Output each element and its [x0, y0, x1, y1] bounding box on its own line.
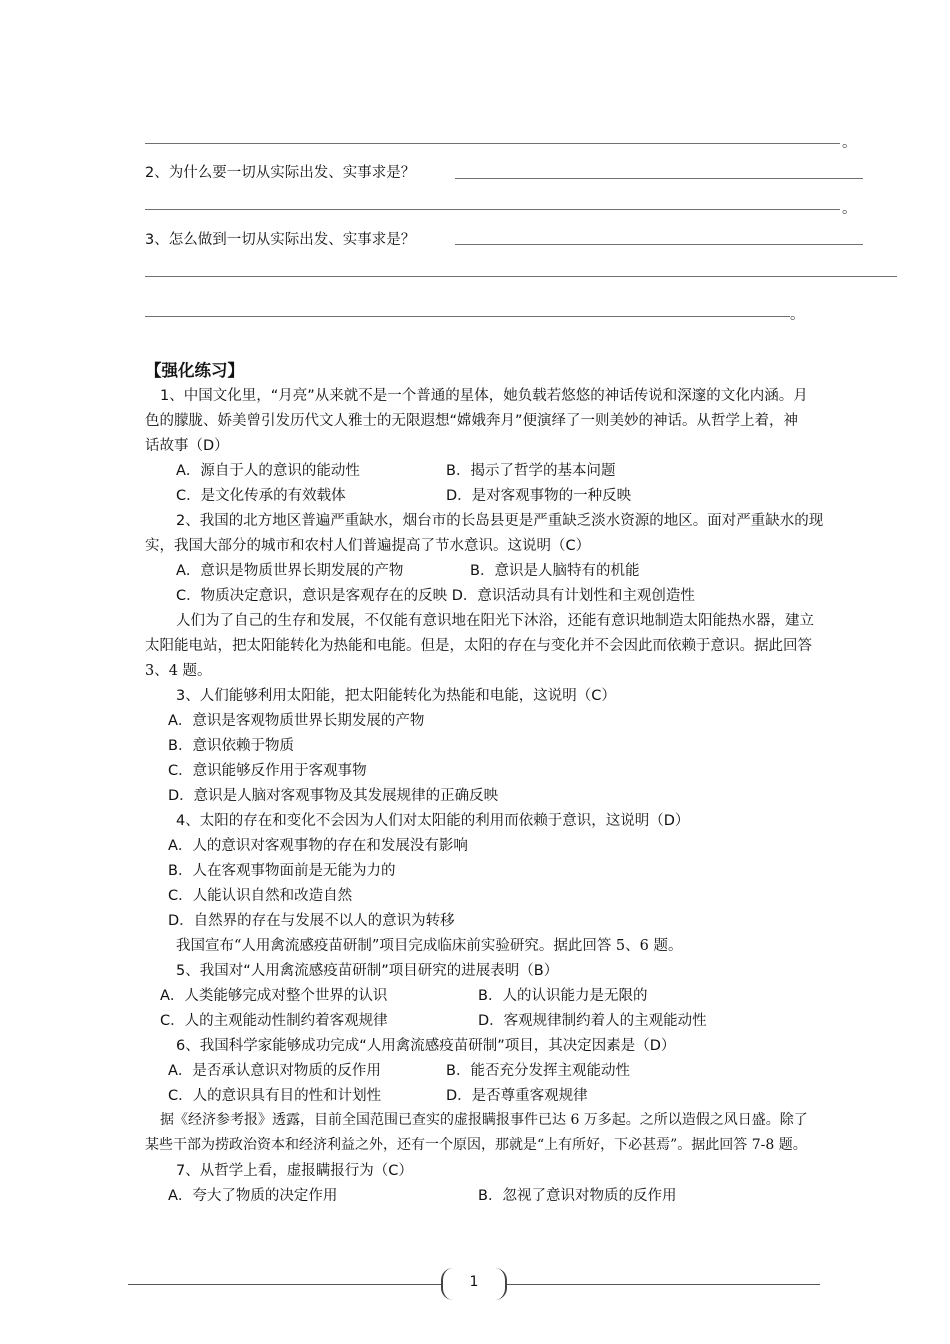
q3-option-d[interactable]: D．意识是人脑对客观事物及其发展规律的正确反映 — [168, 788, 499, 804]
material-paragraph-line: 我国宣布“人用禽流感疫苗研制”项目完成临床前实验研究。据此回答 5、6 题。 — [176, 938, 683, 954]
q3-option-b[interactable]: B．意识依赖于物质 — [168, 738, 294, 754]
footer-rule-left — [128, 1284, 441, 1285]
q6-option-d[interactable]: D．是否尊重客观规律 — [446, 1088, 588, 1104]
q2-stem-line: 实，我国大部分的城市和农村人们普遍提高了节水意识。这说明（C） — [145, 538, 591, 554]
q1-stem-line: 话故事（D） — [145, 438, 229, 454]
sentence-end-period: 。 — [842, 135, 857, 151]
q1-stem-line: 1、中国文化里，“月亮”从来就不是一个普通的星体，她负载若悠悠的神话传说和深邃的文化内涵。月 — [160, 388, 808, 404]
sentence-end-period: 。 — [790, 307, 805, 323]
q1-option-d[interactable]: D．是对客观事物的一种反映 — [446, 488, 632, 504]
q4-option-c[interactable]: C．人能认识自然和改造自然 — [168, 888, 353, 904]
q3-option-c[interactable]: C．意识能够反作用于客观事物 — [168, 763, 367, 779]
material-paragraph-line: 太阳能电站，把太阳能转化为热能和电能。但是，太阳的存在与变化并不会因此而依赖于意识。据此回答 — [145, 638, 812, 654]
q2-stem-line: 2、我国的北方地区普遍严重缺水，烟台市的长岛县更是严重缺乏淡水资源的地区。面对严重缺水的现 — [176, 513, 824, 529]
q7-stem: 7、从哲学上看，虚报瞒报行为（C） — [176, 1163, 413, 1179]
q6-option-a[interactable]: A．是否承认意识对物质的反作用 — [168, 1063, 381, 1079]
answer-blank-line[interactable] — [145, 209, 840, 210]
q1-option-b[interactable]: B．揭示了哲学的基本问题 — [446, 463, 616, 479]
q1-option-a[interactable]: A．源自于人的意识的能动性 — [176, 463, 360, 479]
sentence-end-period: 。 — [842, 201, 857, 217]
q2-option-a[interactable]: A．意识是物质世界长期发展的产物 — [176, 563, 404, 579]
q2-options-cd[interactable]: C．物质决定意识，意识是客观存在的反映 D．意识活动具有计划性和主观创造性 — [176, 588, 695, 604]
q4-option-d[interactable]: D．自然界的存在与发展不以人的意识为转移 — [168, 913, 455, 929]
answer-blank-line[interactable] — [145, 276, 897, 277]
section-heading: 【强化练习】 — [145, 361, 244, 380]
q3-option-a[interactable]: A．意识是客观物质世界长期发展的产物 — [168, 713, 425, 729]
q4-stem: 4、太阳的存在和变化不会因为人们对太阳能的利用而依赖于意识，这说明（D） — [176, 813, 690, 829]
q6-option-c[interactable]: C．人的意识具有目的性和计划性 — [168, 1088, 382, 1104]
q1-option-c[interactable]: C．是文化传承的有效载体 — [176, 488, 346, 504]
q2-option-b[interactable]: B．意识是人脑特有的机能 — [470, 563, 640, 579]
q6-stem: 6、我国科学家能够成功完成“人用禽流感疫苗研制”项目，其决定因素是（D） — [176, 1038, 676, 1054]
answer-blank-line[interactable] — [145, 143, 840, 144]
material-paragraph-line: 据《经济参考报》透露，目前全国范围已查实的虚报瞒报事件已达 6 万多起。之所以造假之风日盛。除了 — [160, 1112, 808, 1128]
q4-option-b[interactable]: B．人在客观事物面前是无能为力的 — [168, 863, 396, 879]
q5-option-a[interactable]: A．人类能够完成对整个世界的认识 — [160, 988, 388, 1004]
q4-option-a[interactable]: A．人的意识对客观事物的存在和发展没有影响 — [168, 838, 468, 854]
q5-option-b[interactable]: B．人的认识能力是无限的 — [478, 988, 648, 1004]
question-2-prompt: 2、为什么要一切从实际出发、实事求是？ — [145, 165, 416, 181]
q1-stem-line: 色的朦胧、娇美曾引发历代文人雅士的无限遐想“嫦娥奔月”便演绎了一则美妙的神话。从哲学上着，神 — [145, 413, 799, 429]
answer-blank-line[interactable] — [455, 244, 863, 245]
footer-rule-right — [507, 1284, 820, 1285]
q7-option-b[interactable]: B．忽视了意识对物质的反作用 — [478, 1188, 677, 1204]
material-paragraph-line: 3、4 题。 — [145, 663, 212, 679]
material-paragraph-line: 某些干部为捞政治资本和经济利益之外，还有一个原因，那就是“上有所好，下必甚焉”。据此回答 7-8 题。 — [145, 1137, 807, 1153]
q3-stem: 3、人们能够利用太阳能，把太阳能转化为热能和电能，这说明（C） — [176, 688, 616, 704]
q7-option-a[interactable]: A．夸大了物质的决定作用 — [168, 1188, 338, 1204]
page-number: 1 — [469, 1274, 479, 1290]
answer-blank-line[interactable] — [455, 178, 863, 179]
material-paragraph-line: 人们为了自己的生存和发展，不仅能有意识地在阳光下沐浴，还能有意识地制造太阳能热水器，建立 — [176, 613, 814, 629]
q6-option-b[interactable]: B．能否充分发挥主观能动性 — [446, 1063, 630, 1079]
q5-option-c[interactable]: C．人的主观能动性制约着客观规律 — [160, 1013, 388, 1029]
question-3-prompt: 3、怎么做到一切从实际出发、实事求是？ — [145, 232, 416, 248]
q5-stem: 5、我国对“人用禽流感疫苗研制”项目研究的进展表明（B） — [176, 963, 559, 979]
q5-option-d[interactable]: D．客观规律制约着人的主观能动性 — [478, 1013, 707, 1029]
answer-blank-line[interactable] — [145, 316, 790, 317]
